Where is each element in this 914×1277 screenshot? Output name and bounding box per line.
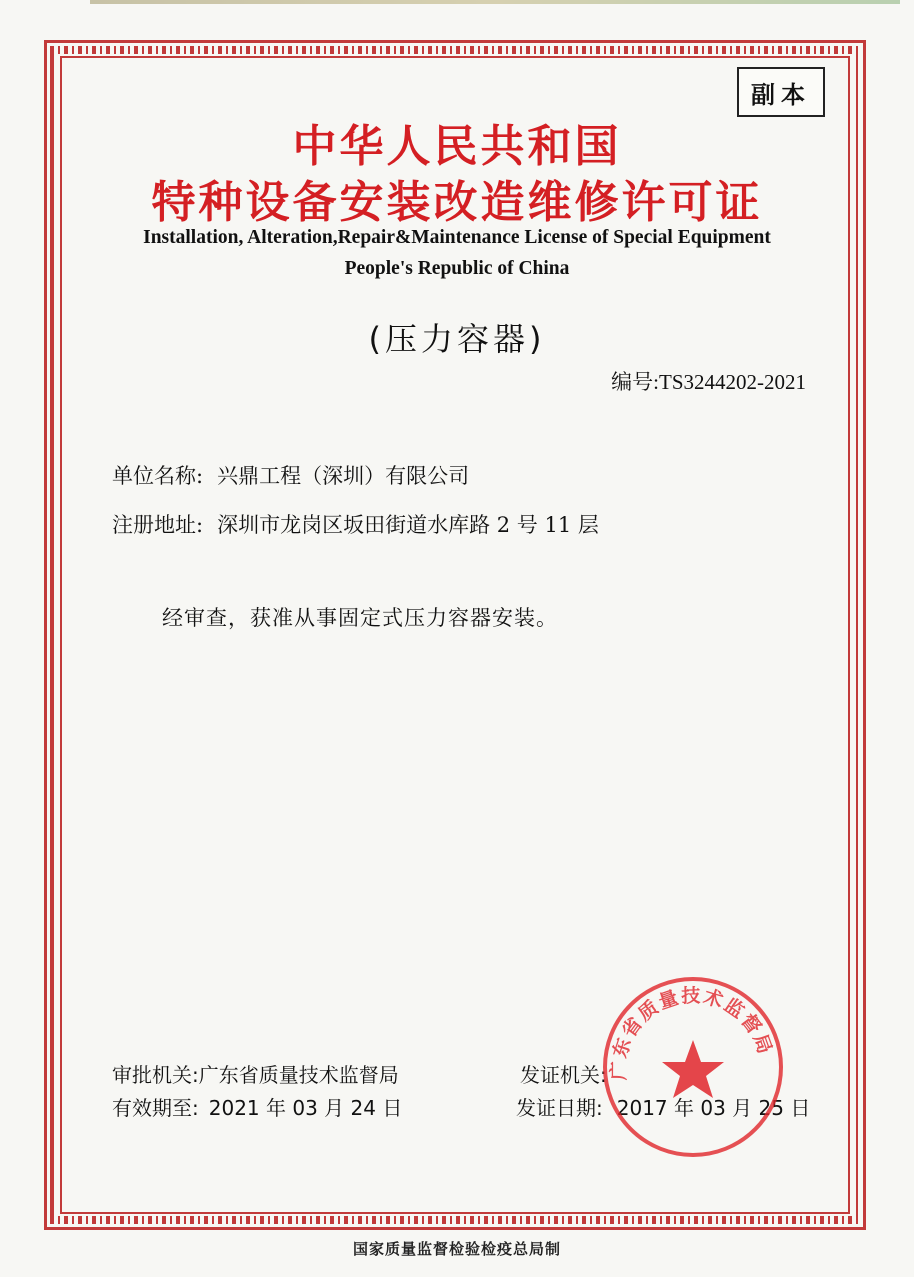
title-cn-line1: 中华人民共和国: [292, 121, 622, 172]
approval-statement: 经审查，获准从事固定式压力容器安装。: [162, 606, 558, 630]
title-en-line2: People's Republic of China: [344, 258, 570, 279]
valid-until-line: [112, 1092, 402, 1121]
unit-name-field: [112, 460, 469, 490]
top-edge-strip: [90, 0, 900, 4]
license-category: (压力容器): [368, 320, 546, 358]
seal-text: 广东省质量技术监督局: [607, 984, 777, 1081]
unit-name-value: 兴鼎工程（深圳）有限公司: [217, 464, 470, 488]
issuer-label: 发证机关:: [520, 1063, 607, 1087]
issue-date-value: 2017 年 03 月 25 日: [616, 1096, 811, 1120]
authority-label: 审批机关:: [112, 1063, 199, 1087]
official-seal: [598, 972, 788, 1162]
authority-line: [112, 1059, 399, 1088]
unit-name-label: 单位名称:: [112, 464, 204, 488]
issue-date-label: 发证日期:: [516, 1096, 603, 1120]
certificate-number-value: TS3244202-2021: [659, 370, 806, 394]
copy-badge: 副本: [737, 67, 825, 117]
title-cn-line2: 特种设备安装改造维修许可证: [151, 177, 763, 228]
certificate-number: [611, 366, 806, 396]
issuer-line: [520, 1059, 607, 1088]
address-value: 深圳市龙岗区坂田街道水库路 2 号 11 层: [217, 513, 599, 537]
title-en-line1: Installation, Alteration,Repair&Maintenance License of Special Equipment: [143, 227, 771, 248]
valid-until-label: 有效期至:: [112, 1096, 199, 1120]
valid-until-value: 2021 年 03 月 24 日: [208, 1096, 403, 1120]
address-label: 注册地址:: [112, 513, 204, 537]
authority-value: 广东省质量技术监督局: [198, 1063, 399, 1087]
seal-star-icon: [662, 1040, 724, 1098]
certificate-number-label: 编号:: [611, 370, 659, 394]
issuer-footnote: 国家质量监督检验检疫总局制: [352, 1240, 561, 1258]
address-field: [112, 509, 599, 539]
